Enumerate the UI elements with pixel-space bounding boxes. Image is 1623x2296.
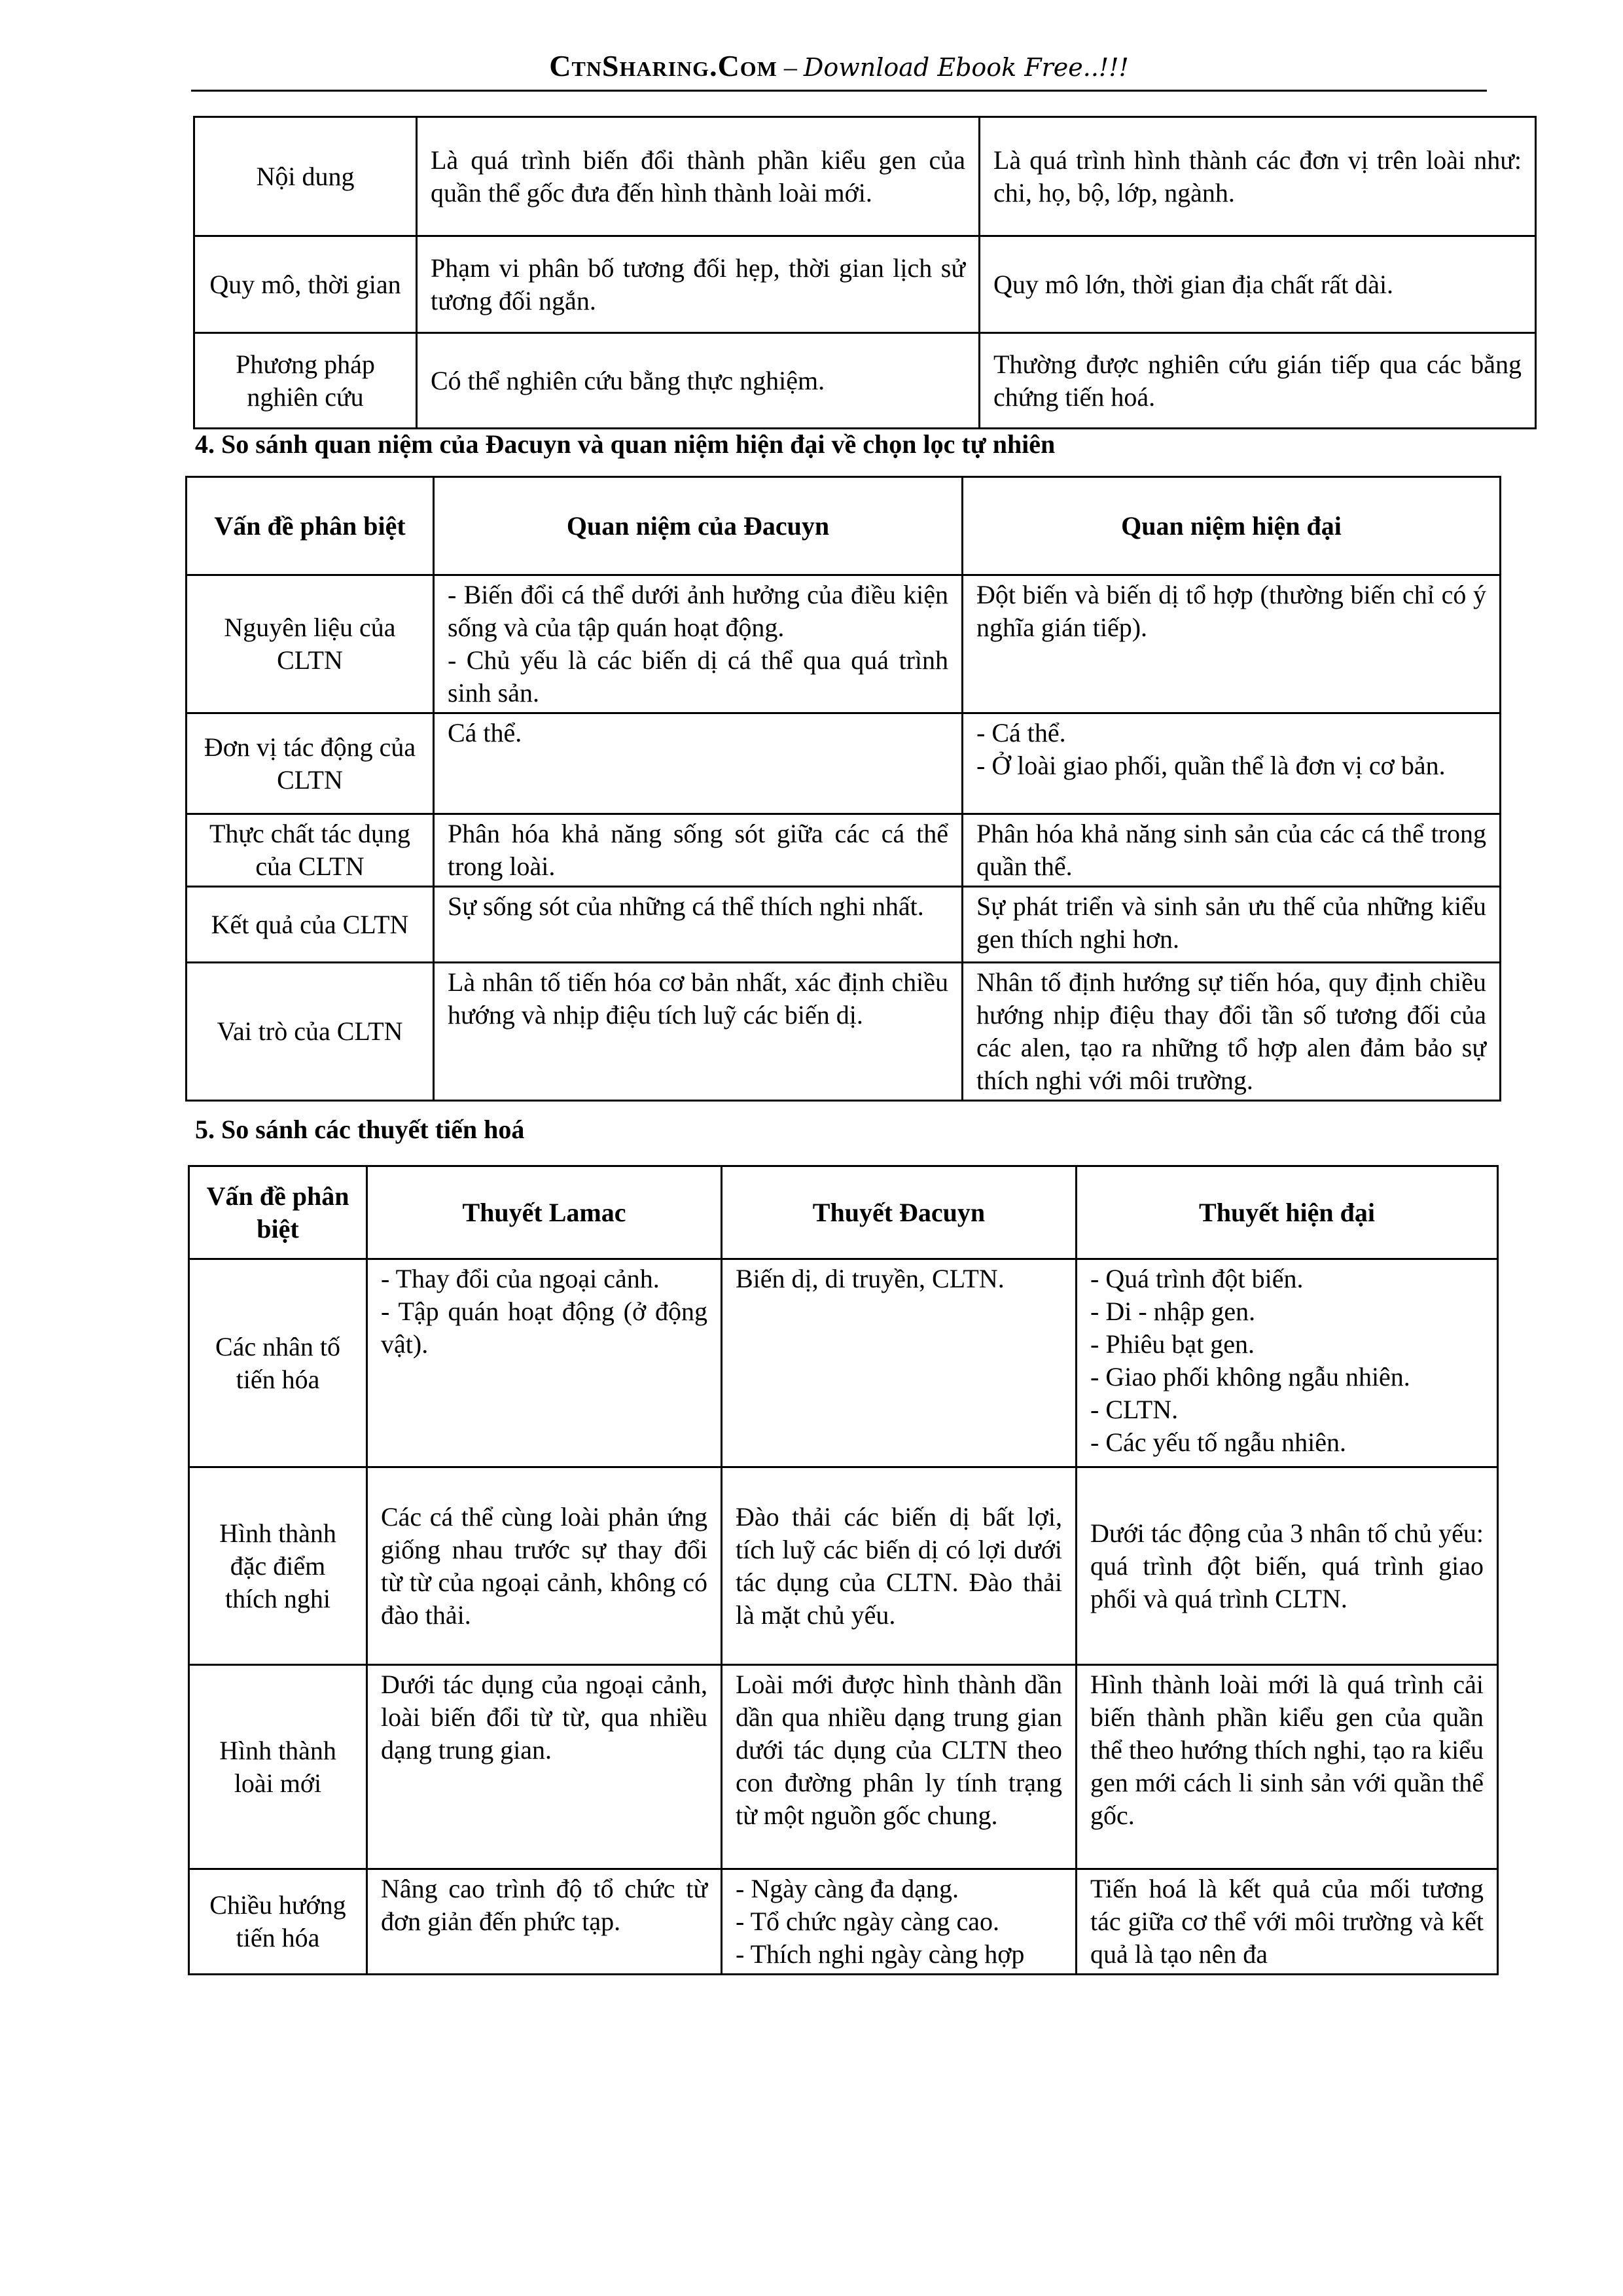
row-label: Quy mô, thời gian xyxy=(194,236,417,333)
cell: Quy mô lớn, thời gian địa chất rất dài. xyxy=(980,236,1536,333)
cell: - Cá thể. - Ở loài giao phối, quần thể là đơn vị cơ bản. xyxy=(963,713,1501,814)
cell: - Ngày càng đa dạng. - Tổ chức ngày càng cao. - Thích nghi ngày càng hợp xyxy=(722,1869,1077,1975)
table-row xyxy=(189,1467,1498,1665)
cell: Đào thải các biến dị bất lợi, tích luỹ các biến dị có lợi dưới tác dụng của CLTN. Đào thải là mặt chủ yếu. xyxy=(722,1467,1077,1665)
header-rule xyxy=(191,90,1487,92)
cell: Cá thể. xyxy=(434,713,963,814)
cell: Sự phát triển và sinh sản ưu thế của những kiểu gen thích nghi hơn. xyxy=(963,887,1501,963)
row-label: Nội dung xyxy=(194,117,417,236)
table-natural-selection xyxy=(185,476,1501,1102)
column-header: Vấn đề phân biệt xyxy=(187,477,434,575)
row-label: Hình thành loài mới xyxy=(189,1665,367,1869)
cell: Nhân tố định hướng sự tiến hóa, quy định chiều hướng nhịp điệu thay đổi tần số tương đối của các alen, tạo ra những tổ hợp alen đảm bảo sự thích nghi với môi trường. xyxy=(963,963,1501,1101)
header-tagline: Download Ebook Free..!!! xyxy=(803,53,1129,82)
column-header: Quan niệm của Đacuyn xyxy=(434,477,963,575)
cell: Tiến hoá là kết quả của mối tương tác giữa cơ thể với môi trường và kết quả là tạo nên đa xyxy=(1077,1869,1498,1975)
row-label: Hình thành đặc điểm thích nghi xyxy=(189,1467,367,1665)
cell: - Quá trình đột biến. - Di - nhập gen. - Phiêu bạt gen. - Giao phối không ngẫu nhiên. - CLTN. - Các yếu tố ngẫu nhiên. xyxy=(1077,1259,1498,1467)
cell: Các cá thể cùng loài phản ứng giống nhau trước sự thay đổi từ từ của ngoại cảnh, không có đào thải. xyxy=(367,1467,722,1665)
table-row xyxy=(187,887,1501,963)
section-4-title: 4. So sánh quan niệm của Đacuyn và quan niệm hiện đại về chọn lọc tự nhiên xyxy=(195,429,1056,459)
cell: Biến dị, di truyền, CLTN. xyxy=(722,1259,1077,1467)
cell: Là quá trình biến đổi thành phần kiểu gen của quần thể gốc đưa đến hình thành loài mới. xyxy=(417,117,980,236)
column-header: Quan niệm hiện đại xyxy=(963,477,1501,575)
column-header: Vấn đề phân biệt xyxy=(189,1166,367,1259)
cell: Hình thành loài mới là quá trình cải biến thành phần kiểu gen của quần thể theo hướng thích nghi, tạo ra kiểu gen mới cách li sinh sản với quần thể gốc. xyxy=(1077,1665,1498,1869)
row-label: Vai trò của CLTN xyxy=(187,963,434,1101)
column-header: Thuyết Lamac xyxy=(367,1166,722,1259)
cell: Loài mới được hình thành dần dần qua nhiều dạng trung gian dưới tác dụng của CLTN theo con đường phân ly tính trạng từ một nguồn gốc chung. xyxy=(722,1665,1077,1869)
table-evolution-theories xyxy=(188,1165,1499,1975)
table-row xyxy=(187,575,1501,713)
cell: Là nhân tố tiến hóa cơ bản nhất, xác định chiều hướng và nhịp điệu tích luỹ các biến dị. xyxy=(434,963,963,1101)
table-row xyxy=(187,814,1501,887)
cell: Phân hóa khả năng sinh sản của các cá thể trong quần thể. xyxy=(963,814,1501,887)
row-label: Phương pháp nghiên cứu xyxy=(194,333,417,429)
row-label: Các nhân tố tiến hóa xyxy=(189,1259,367,1467)
row-label: Kết quả của CLTN xyxy=(187,887,434,963)
cell: Dưới tác dụng của ngoại cảnh, loài biến đổi từ từ, qua nhiều dạng trung gian. xyxy=(367,1665,722,1869)
row-label: Đơn vị tác động của CLTN xyxy=(187,713,434,814)
cell: - Biến đổi cá thể dưới ảnh hưởng của điều kiện sống và của tập quán hoạt động. - Chủ yếu là các biến dị cá thể qua quá trình sinh sản. xyxy=(434,575,963,713)
cell: - Thay đổi của ngoại cảnh. - Tập quán hoạt động (ở động vật). xyxy=(367,1259,722,1467)
cell: Nâng cao trình độ tổ chức từ đơn giản đến phức tạp. xyxy=(367,1869,722,1975)
column-header: Thuyết Đacuyn xyxy=(722,1166,1077,1259)
table-row xyxy=(189,1665,1498,1869)
cell: Đột biến và biến dị tổ hợp (thường biến chỉ có ý nghĩa gián tiếp). xyxy=(963,575,1501,713)
cell: Có thể nghiên cứu bằng thực nghiệm. xyxy=(417,333,980,429)
table-row xyxy=(194,333,1536,429)
cell: Thường được nghiên cứu gián tiếp qua các bằng chứng tiến hoá. xyxy=(980,333,1536,429)
table-row xyxy=(189,1259,1498,1467)
row-label: Nguyên liệu của CLTN xyxy=(187,575,434,713)
cell: Phạm vi phân bố tương đối hẹp, thời gian lịch sử tương đối ngắn. xyxy=(417,236,980,333)
table-speciation-comparison xyxy=(193,116,1537,429)
cell: Là quá trình hình thành các đơn vị trên loài như: chi, họ, bộ, lớp, ngành. xyxy=(980,117,1536,236)
table-row xyxy=(194,236,1536,333)
row-label: Thực chất tác dụng của CLTN xyxy=(187,814,434,887)
table-row xyxy=(189,1869,1498,1975)
cell: Phân hóa khả năng sống sót giữa các cá thể trong loài. xyxy=(434,814,963,887)
row-label: Chiều hướng tiến hóa xyxy=(189,1869,367,1975)
cell: Sự sống sót của những cá thể thích nghi nhất. xyxy=(434,887,963,963)
table-row xyxy=(194,117,1536,236)
site-brand: CtnSharing.Com xyxy=(549,49,777,82)
table-header-row xyxy=(187,477,1501,575)
header-separator: – xyxy=(783,52,797,82)
table-row xyxy=(187,713,1501,814)
page-header xyxy=(191,48,1487,92)
cell: Dưới tác động của 3 nhân tố chủ yếu: quá trình đột biến, quá trình giao phối và quá trình CLTN. xyxy=(1077,1467,1498,1665)
section-5-title: 5. So sánh các thuyết tiến hoá xyxy=(195,1115,525,1144)
table-header-row xyxy=(189,1166,1498,1259)
table-row xyxy=(187,963,1501,1101)
column-header: Thuyết hiện đại xyxy=(1077,1166,1498,1259)
